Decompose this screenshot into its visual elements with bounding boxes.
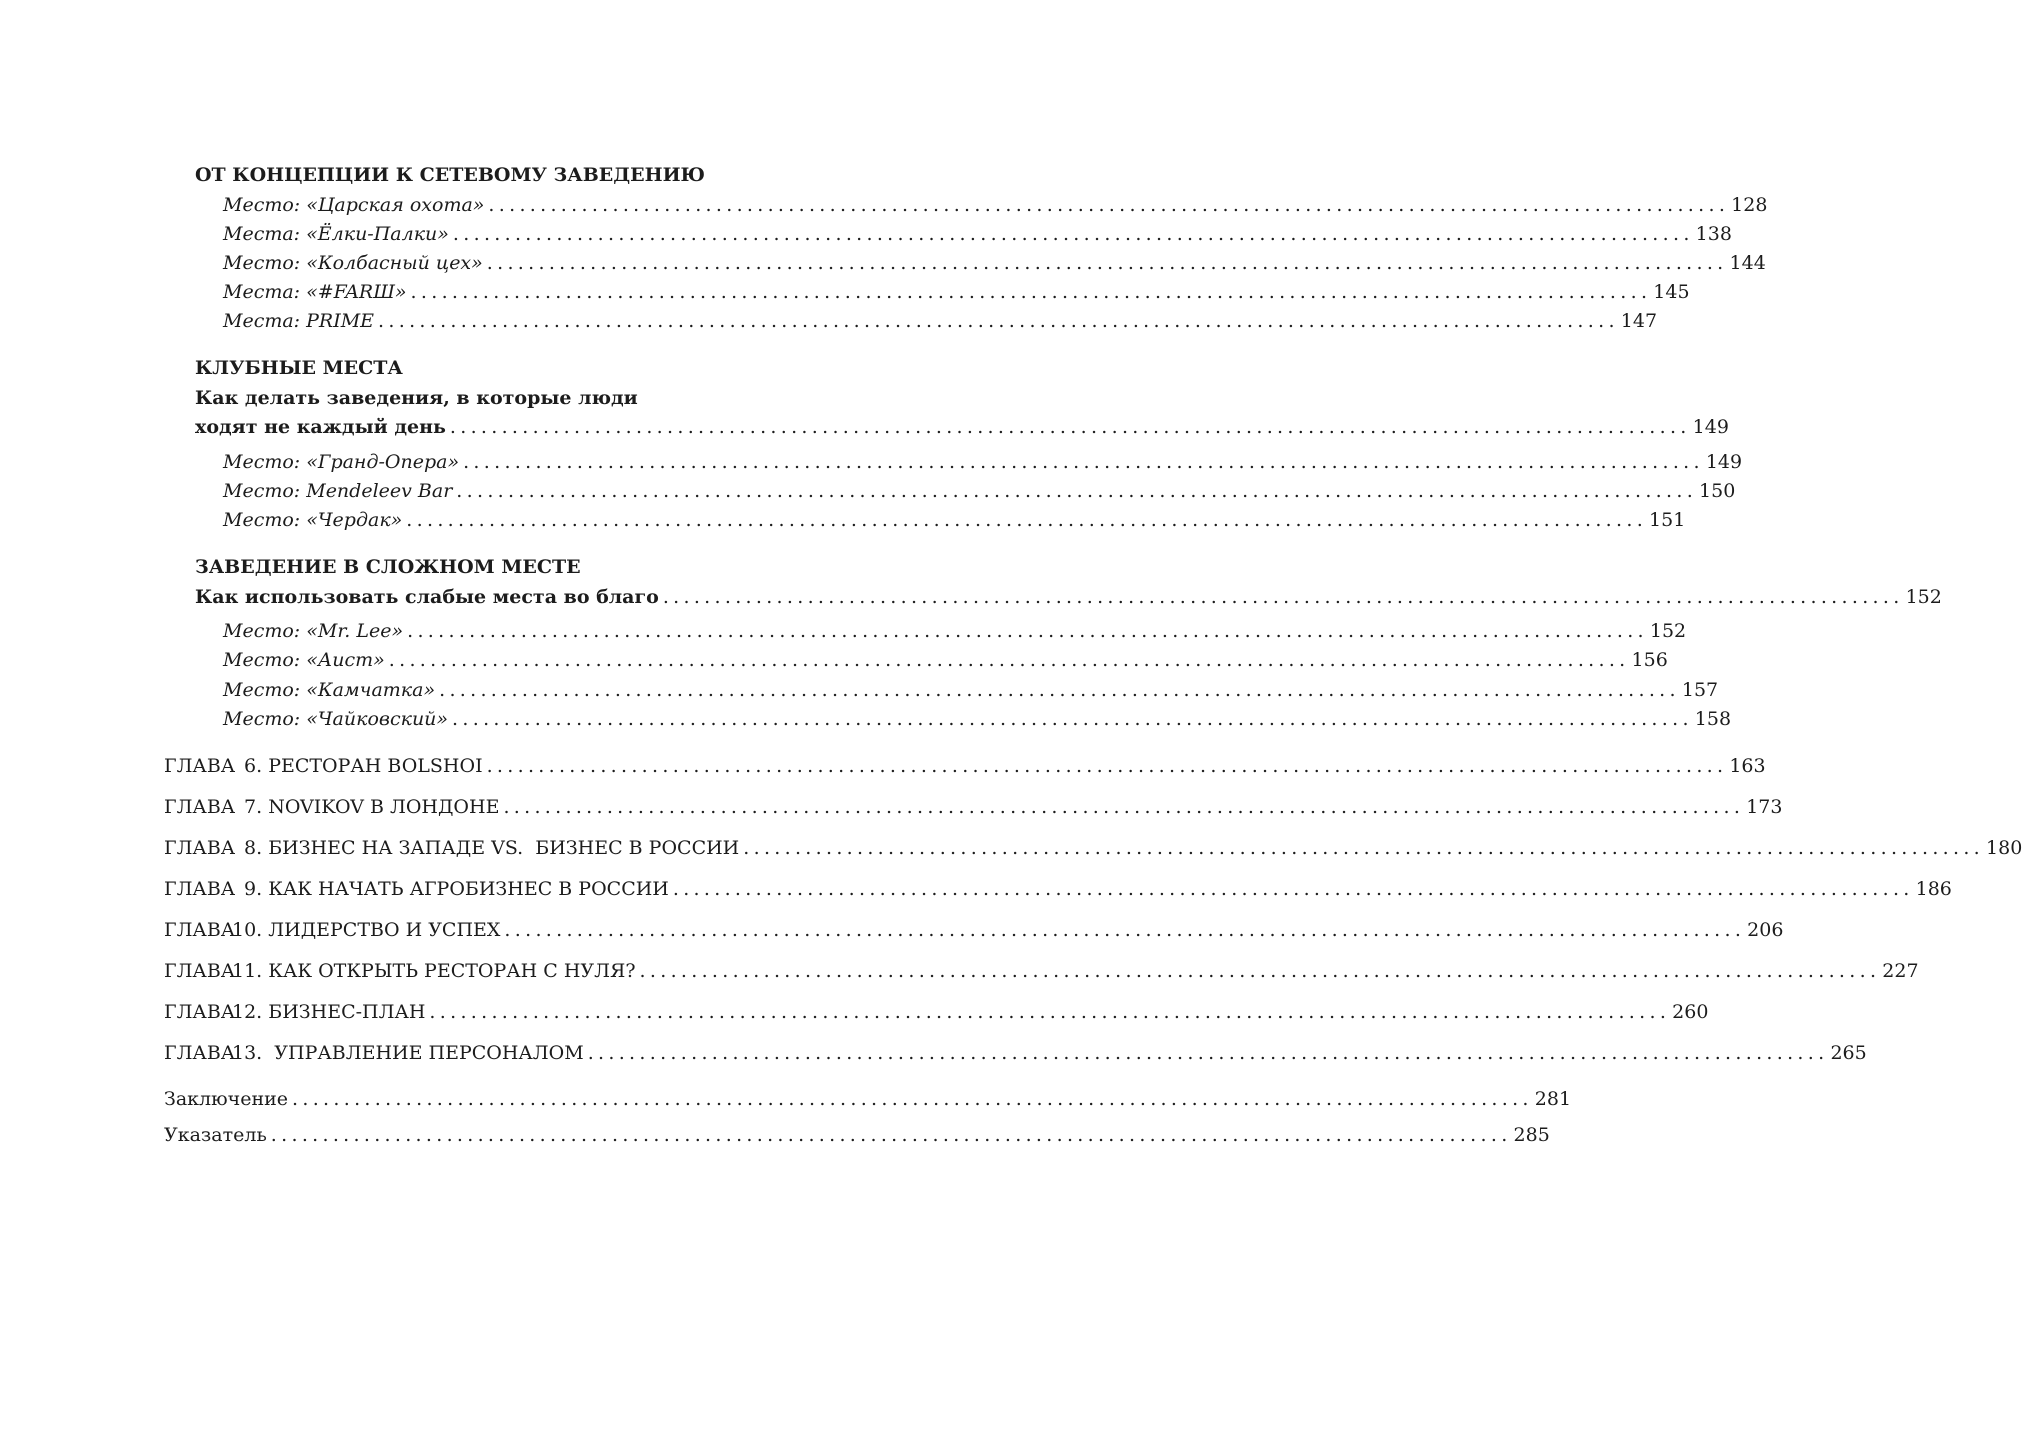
leader-dots: ........................................................................................................................: [439, 679, 1680, 701]
entry-page: 152: [1649, 620, 1687, 642]
chapter-entry: [164, 1038, 1867, 1068]
chapter-label: ГЛАВА: [164, 755, 236, 777]
leader-dots: ........................................................................................................................: [486, 252, 1728, 274]
chapter-heading: [164, 997, 425, 1027]
chapter-label: ГЛАВА: [164, 960, 236, 982]
chapter-number: 12.: [232, 1001, 263, 1023]
entry-page: 128: [1731, 194, 1768, 216]
leader-dots: ........................................................................................................................: [270, 1124, 1512, 1146]
leader-dots: ........................................................................................................................: [378, 310, 1619, 332]
entry-page: 151: [1649, 509, 1686, 531]
entry-page: 149: [1705, 451, 1743, 473]
toc-entry: [223, 306, 1658, 336]
leader-dots: ........................................................................................................................: [449, 416, 1691, 438]
entry-label: Место: «Mr. Lee»: [223, 620, 404, 642]
chapter-title: ЛИДЕРСТВО И УСПЕХ: [268, 919, 501, 941]
entry-label: Место: «Чайковский»: [223, 708, 449, 730]
entry-label: Места: «Ёлки-Палки»: [223, 223, 449, 245]
toc-entry: [195, 582, 1942, 612]
toc-entry: [223, 704, 1732, 734]
toc-entry: [164, 1084, 1572, 1114]
chapter-entry: [164, 874, 1952, 904]
section-subtitle: Как делать заведения, в которые люди: [195, 387, 638, 409]
toc-entry: [223, 476, 1736, 506]
entry-page: 156: [1631, 649, 1668, 671]
leader-dots: ........................................................................................................................: [388, 649, 1630, 671]
chapter-number: 9.: [244, 878, 263, 900]
chapter-entry: [164, 751, 1766, 781]
chapter-entry: [164, 833, 2022, 863]
toc-entry: [223, 248, 1766, 278]
chapter-entry: [164, 997, 1709, 1027]
leader-dots: ........................................................................................................................: [407, 620, 1648, 642]
leader-dots: ........................................................................................................................: [672, 878, 1914, 900]
toc-entry: [223, 190, 1768, 220]
entry-page: 186: [1915, 878, 1952, 900]
leader-dots: ........................................................................................................................: [463, 451, 1704, 473]
leader-dots: ........................................................................................................................: [452, 708, 1693, 730]
chapter-heading: [164, 833, 739, 863]
leader-dots: ........................................................................................................................: [292, 1088, 1533, 1110]
entry-page: 265: [1830, 1042, 1867, 1064]
toc-entry: [164, 1120, 1550, 1150]
leader-dots: ........................................................................................................................: [503, 796, 1745, 818]
chapter-number: 13.: [232, 1042, 263, 1064]
chapter-number: 6.: [244, 755, 263, 777]
chapter-title: РЕСТОРАН BOLSHOI: [268, 755, 483, 777]
chapter-label: ГЛАВА: [164, 1042, 236, 1064]
chapter-title: УПРАВЛЕНИЕ ПЕРСОНАЛОМ: [268, 1042, 584, 1064]
entry-label: Заключение: [164, 1088, 289, 1110]
chapter-heading: [164, 792, 499, 822]
entry-page: 145: [1653, 281, 1690, 303]
chapter-entry: [164, 956, 1919, 986]
toc-entry: [223, 675, 1719, 705]
entry-label: Место: «Аист»: [223, 649, 385, 671]
entry-page: 147: [1620, 310, 1658, 332]
chapter-label: ГЛАВА: [164, 878, 236, 900]
section-title: ЗАВЕДЕНИЕ В СЛОЖНОМ МЕСТЕ: [195, 556, 581, 578]
chapter-number: 8.: [244, 837, 263, 859]
toc-entry: [223, 645, 1668, 675]
toc-entry: [223, 616, 1687, 646]
leader-dots: ........................................................................................................................: [456, 480, 1698, 502]
chapter-heading: [164, 1038, 584, 1068]
chapter-entry: [164, 792, 1783, 822]
chapter-label: ГЛАВА: [164, 837, 236, 859]
entry-label: Место: «Камчатка»: [223, 679, 436, 701]
leader-dots: ........................................................................................................................: [662, 586, 1904, 608]
entry-page: 150: [1699, 480, 1736, 502]
entry-page: 152: [1905, 586, 1942, 608]
chapter-label: ГЛАВА: [164, 919, 236, 941]
chapter-number: 7.: [244, 796, 263, 818]
chapter-title: БИЗНЕС-ПЛАН: [268, 1001, 426, 1023]
entry-page: 138: [1695, 223, 1732, 245]
leader-dots: ........................................................................................................................: [486, 755, 1728, 777]
entry-label: Места: «#FARШ»: [223, 281, 407, 303]
entry-page: 227: [1882, 960, 1919, 982]
leader-dots: ........................................................................................................................: [410, 281, 1652, 303]
leader-dots: ........................................................................................................................: [429, 1001, 1671, 1023]
section-title: ОТ КОНЦЕПЦИИ К СЕТЕВОМУ ЗАВЕДЕНИЮ: [195, 164, 706, 186]
chapter-label: ГЛАВА: [164, 1001, 236, 1023]
toc-entry: [195, 412, 1729, 442]
leader-dots: ........................................................................................................................: [587, 1042, 1829, 1064]
entry-page: 149: [1692, 416, 1729, 438]
entry-label: Места: PRIME: [223, 310, 375, 332]
chapter-title: БИЗНЕС НА ЗАПАДЕ VS. БИЗНЕС В РОССИИ: [268, 837, 740, 859]
entry-label: Место: «Царская охота»: [223, 194, 485, 216]
entry-label: Место: «Чердак»: [223, 509, 403, 531]
chapter-number: 10.: [232, 919, 263, 941]
chapter-number: 11.: [232, 960, 263, 982]
toc-entry: [223, 447, 1743, 477]
chapter-title: КАК НАЧАТЬ АГРОБИЗНЕС В РОССИИ: [268, 878, 669, 900]
entry-label: Место: «Колбасный цех»: [223, 252, 483, 274]
chapter-heading: [164, 874, 669, 904]
chapter-heading: [164, 751, 483, 781]
leader-dots: ........................................................................................................................: [488, 194, 1730, 216]
entry-page: 260: [1672, 1001, 1709, 1023]
entry-page: 281: [1534, 1088, 1572, 1110]
chapter-entry: [164, 915, 1784, 945]
entry-page: 157: [1681, 679, 1719, 701]
entry-label: ходят не каждый день: [195, 416, 446, 438]
leader-dots: ........................................................................................................................: [639, 960, 1881, 982]
leader-dots: ........................................................................................................................: [452, 223, 1694, 245]
entry-label: Как использовать слабые места во благо: [195, 586, 659, 608]
chapter-label: ГЛАВА: [164, 796, 236, 818]
entry-label: Указатель: [164, 1124, 267, 1146]
entry-page: 206: [1747, 919, 1784, 941]
entry-page: 173: [1746, 796, 1783, 818]
toc-entry: [223, 505, 1686, 535]
chapter-title: NOVIKOV В ЛОНДОНЕ: [268, 796, 500, 818]
entry-label: Место: Mendeleev Bar: [223, 480, 453, 502]
entry-page: 144: [1729, 252, 1766, 274]
chapter-heading: [164, 956, 636, 986]
leader-dots: ........................................................................................................................: [504, 919, 1746, 941]
entry-label: Место: «Гранд-Опера»: [223, 451, 460, 473]
entry-page: 285: [1513, 1124, 1550, 1146]
section-title: КЛУБНЫЕ МЕСТА: [195, 357, 403, 379]
entry-page: 158: [1694, 708, 1732, 730]
entry-page: 163: [1729, 755, 1766, 777]
toc-entry: [223, 219, 1732, 249]
chapter-title: КАК ОТКРЫТЬ РЕСТОРАН С НУЛЯ?: [268, 960, 636, 982]
chapter-heading: [164, 915, 500, 945]
leader-dots: ........................................................................................................................: [743, 837, 1985, 859]
leader-dots: ........................................................................................................................: [406, 509, 1648, 531]
toc-entry: [223, 277, 1690, 307]
entry-page: 180: [1986, 837, 2022, 859]
